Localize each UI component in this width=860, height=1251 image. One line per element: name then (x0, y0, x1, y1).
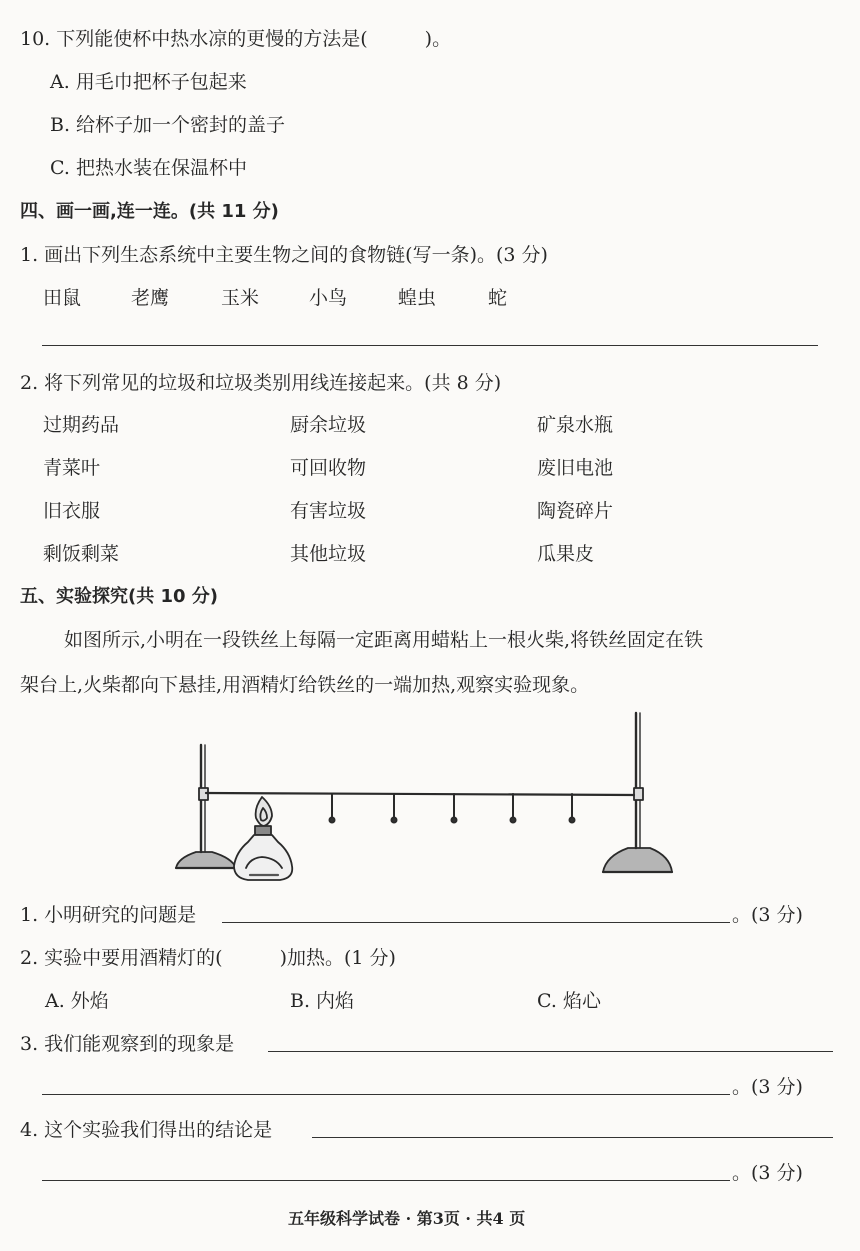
section4-title: 四、画一画,连一连。(共 11 分) (20, 201, 279, 222)
waste-item: 剩饭剩菜 (43, 543, 120, 565)
s5-q4-answer-line[interactable] (312, 1137, 833, 1138)
organism-3: 玉米 (221, 287, 260, 309)
s5-q3-stem: 3. 我们能观察到的现象是 (20, 1033, 235, 1055)
q10-stem: 10. 下列能使杯中热水凉的更慢的方法是( )。 (20, 28, 452, 50)
food-chain-answer-line[interactable] (42, 345, 818, 346)
s5-q4-stem: 4. 这个实验我们得出的结论是 (20, 1119, 273, 1141)
s5-q1-answer-line[interactable] (222, 922, 730, 923)
organism-6: 蛇 (488, 287, 508, 309)
s5-q2-option-b: B. 内焰 (290, 990, 355, 1012)
organism-5: 蝗虫 (398, 287, 437, 309)
s5-q3-answer-line-2[interactable] (42, 1094, 730, 1095)
waste-category: 其他垃圾 (290, 543, 367, 565)
waste-item: 矿泉水瓶 (537, 414, 614, 436)
waste-category: 厨余垃圾 (290, 414, 367, 436)
q10-option-a: A. 用毛巾把杯子包起来 (50, 71, 247, 93)
s5-q3-answer-line[interactable] (268, 1051, 833, 1052)
section5-title: 五、实验探究(共 10 分) (20, 586, 219, 607)
waste-item: 瓜果皮 (537, 543, 595, 565)
experiment-intro-line1: 如图所示,小明在一段铁丝上每隔一定距离用蜡粘上一根火柴,将铁丝固定在铁 (64, 629, 704, 651)
waste-item: 过期药品 (43, 414, 120, 436)
organism-4: 小鸟 (309, 287, 348, 309)
waste-item: 废旧电池 (537, 457, 614, 479)
s5-q1-stem: 1. 小明研究的问题是 (20, 904, 197, 926)
organism-1: 田鼠 (43, 287, 82, 309)
page-footer: 五年级科学试卷 · 第3页 · 共4 页 (288, 1209, 526, 1228)
s5-q1-score: 。(3 分) (732, 904, 803, 926)
waste-item: 旧衣服 (43, 500, 101, 522)
experiment-intro-line2: 架台上,火柴都向下悬挂,用酒精灯给铁丝的一端加热,观察实验现象。 (20, 674, 590, 696)
waste-category: 可回收物 (290, 457, 367, 479)
waste-item: 青菜叶 (43, 457, 101, 479)
q10-option-c: C. 把热水装在保温杯中 (50, 157, 247, 179)
q10-option-b: B. 给杯子加一个密封的盖子 (50, 114, 286, 136)
s4-q2-stem: 2. 将下列常见的垃圾和垃圾类别用线连接起来。(共 8 分) (20, 372, 502, 394)
s4-q1-stem: 1. 画出下列生态系统中主要生物之间的食物链(写一条)。(3 分) (20, 244, 548, 266)
s5-q2-stem: 2. 实验中要用酒精灯的( )加热。(1 分) (20, 947, 396, 969)
s5-q2-option-a: A. 外焰 (45, 990, 109, 1012)
organism-2: 老鹰 (131, 287, 170, 309)
s5-q4-score: 。(3 分) (732, 1162, 803, 1184)
waste-item: 陶瓷碎片 (537, 500, 614, 522)
s5-q4-answer-line-2[interactable] (42, 1180, 730, 1181)
s5-q3-score: 。(3 分) (732, 1076, 803, 1098)
waste-category: 有害垃圾 (290, 500, 367, 522)
s5-q2-option-c: C. 焰心 (537, 990, 601, 1012)
